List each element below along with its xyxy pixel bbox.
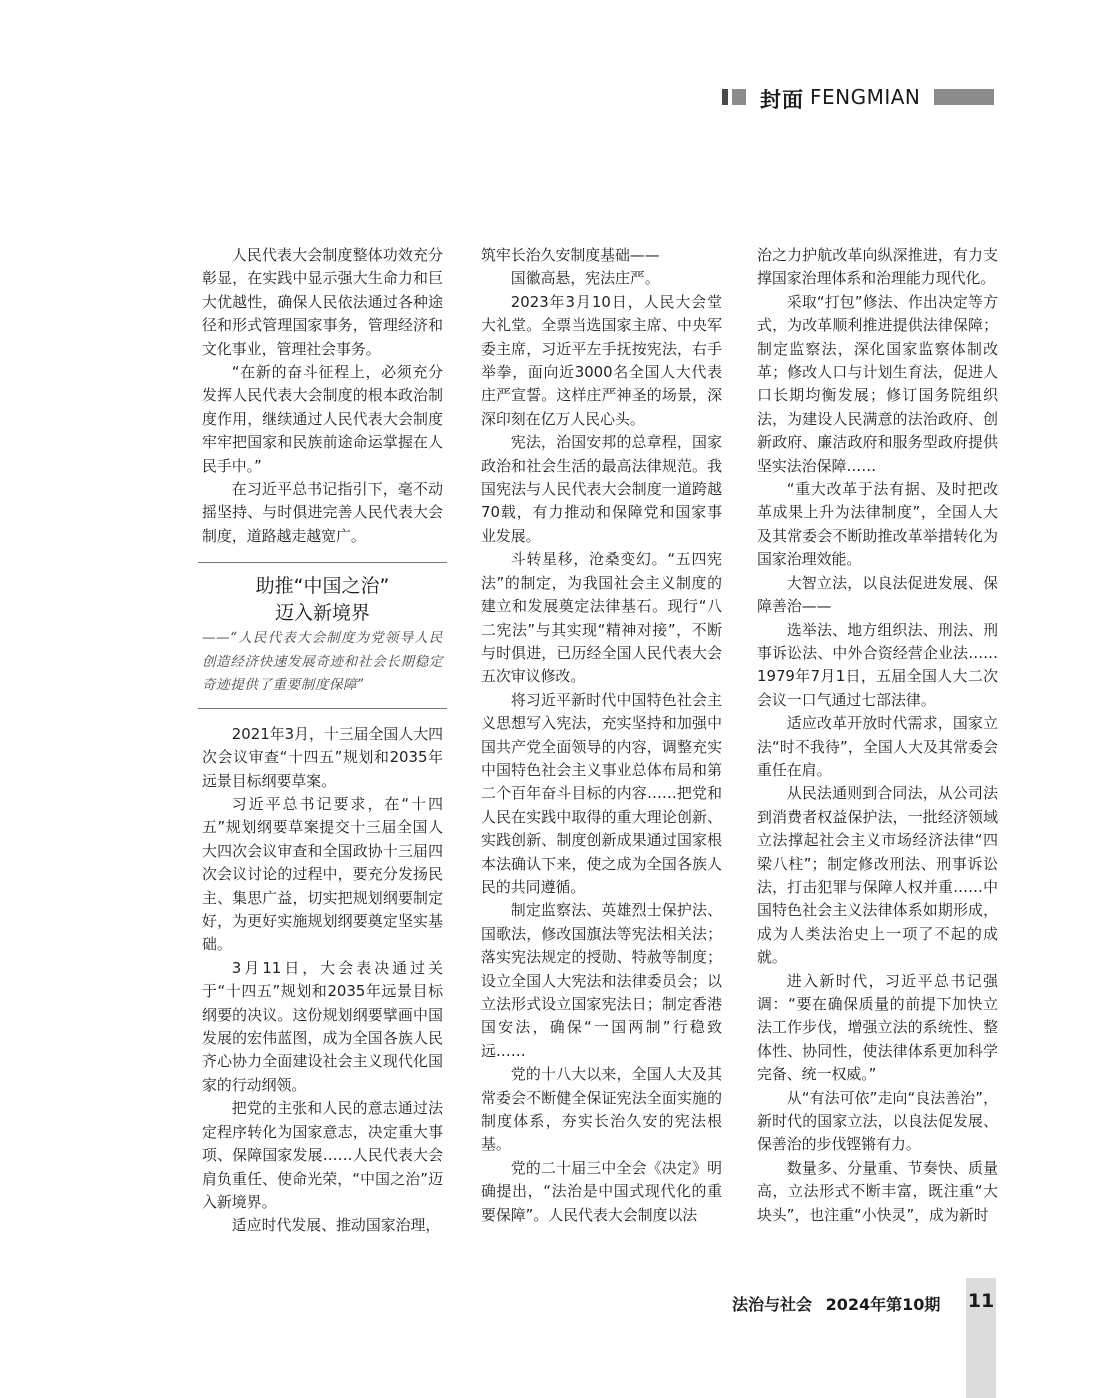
paragraph: 选举法、地方组织法、刑法、刑事诉讼法、中外合资经营企业法……1979年7月1日，五届全国人大二次会议一口气通过七部法律。 <box>757 620 998 709</box>
paragraph: 采取“打包”修法、作出决定等方式，为改革顺利推进提供法律保障；制定监察法，深化国家监察体制改革；修改人口与计划生育法，促进人口长期均衡发展；修订国务院组织法，为建设人民满意的法治政府、创新政府、廉洁政府和服务型政府提供坚实法治保障…… <box>757 292 998 475</box>
header-bar-gray <box>732 89 746 105</box>
subheading-line-2: 迈入新境界 <box>274 602 370 625</box>
paragraph: 3月11日，大会表决通过关于“十四五”规划和2035年远景目标纲要的决议。这份规划纲要擘画中国发展的宏伟蓝图，成为全国各族人民齐心协力全面建设社会主义现代化国家的行动纲领。 <box>202 958 443 1094</box>
section-header <box>722 84 994 112</box>
paragraph: 国徽高悬，宪法庄严。 <box>510 269 660 288</box>
text-column-1 <box>202 244 443 1238</box>
paragraph: 将习近平新时代中国特色社会主义思想写入宪法，充实坚持和加强中国共产党全面领导的内容，调整充实中国特色社会主义事业总体布局和第二个百年奋斗目标的内容……把党和人民在实践中取得的重大理论创新、实践创新、制度创新成果通过国家根本法确认下来，使之成为全国各族人民的共同遵循。 <box>481 690 722 896</box>
paragraph: 在习近平总书记指引下，毫不动摇坚持、与时俱进完善人民代表大会制度，道路越走越宽广。 <box>202 480 443 545</box>
subheading-line-1: 助推“中国之治” <box>255 575 390 598</box>
issue-label: 2024年第10期 <box>825 1295 941 1314</box>
paragraph: 从民法通则到合同法，从公司法到消费者权益保护法，一批经济领域立法撑起社会主义市场经济法律“四梁八柱”；制定修改刑法、刑事诉讼法，打击犯罪与保障人权并重……中国特色社会主义法律体系如期形成，成为人类法治史上一项了不起的成就。 <box>757 784 998 967</box>
text-column-3 <box>757 244 998 1227</box>
magazine-title: 法治与社会 <box>732 1295 813 1314</box>
paragraph: 制定监察法、英雄烈士保护法、国歌法，修改国旗法等宪法相关法；落实宪法规定的授勋、特赦等制度；设立全国人大宪法和法律委员会；以立法形式设立国家宪法日；制定香港国安法，确保“一国两制”行稳致远…… <box>481 901 722 1060</box>
paragraph: 进入新时代，习近平总书记强调：“要在确保质量的前提下加快立法工作步伐，增强立法的系统性、整体性、协同性，使法律体系更加科学完备、统一权威。” <box>757 971 998 1084</box>
paragraph: 大智立法，以良法促进发展、保障善治—— <box>757 573 998 616</box>
paragraph: 把党的主张和人民的意志通过法定程序转化为国家意志，决定重大事项、保障国家发展……人民代表大会肩负重任、使命光荣，“中国之治”迈入新境界。 <box>202 1099 443 1211</box>
header-bar-dark <box>722 89 728 105</box>
paragraph: 2021年3月，十三届全国人大四次会议审查“十四五”规划和2035年远景目标纲要草案。 <box>202 724 443 790</box>
paragraph: 宪法，治国安邦的总章程，国家政治和社会生活的最高法律规范。我国宪法与人民代表大会制度一道跨越70载，有力推动和保障党和国家事业发展。 <box>481 433 722 545</box>
paragraph: 适应改革开放时代需求，国家立法“时不我待”，全国人大及其常委会重任在肩。 <box>757 714 998 779</box>
page-footer <box>732 1292 940 1315</box>
section-title: 封面 <box>760 88 804 112</box>
paragraph: 2023年3月10日，人民大会堂大礼堂。全票当选国家主席、中央军委主席，习近平左手抚按宪法，右手举拳，面向近3000名全国人大代表庄严宣誓。这样庄严神圣的场景，深深印刻在亿万人民心头。 <box>481 292 722 428</box>
paragraph: 党的二十届三中全会《决定》明确提出，“法治是中国式现代化的重要保障”。人民代表大会制度以法 <box>481 1158 722 1224</box>
paragraph: 数量多、分量重、节奏快、质量高，立法形式不断丰富，既注重“大块头”，也注重“小快灵”，成为新时 <box>757 1158 998 1224</box>
paragraph: 斗转星移，沧桑变幻。“五四宪法”的制定，为我国社会主义制度的建立和发展奠定法律基石。现行“八二宪法”与其实现“精神对接”，不断与时俱进，已历经全国人民代表大会五次审议修改。 <box>481 550 722 686</box>
header-bar-right <box>934 89 994 105</box>
paragraph: 筑牢长治久安制度基础—— <box>481 246 660 264</box>
paragraph: 从“有法可依”走向“良法善治”，新时代的国家立法，以良法促发展、保善治的步伐铿锵有力。 <box>757 1088 998 1154</box>
subheading-box <box>198 562 447 709</box>
paragraph: 习近平总书记要求，在“十四五”规划纲要草案提交十三届全国人大四次会议审查和全国政协十三届四次会议讨论的过程中，要充分发扬民主、集思广益，切实把规划纲要制定好，为更好实施规划纲要奠定坚实基础。 <box>202 795 443 954</box>
paragraph: 适应时代发展、推动国家治理， <box>231 1216 441 1235</box>
subheading-quote: ——“人民代表大会制度为党领导人民创造经济快速发展奇迹和社会长期稳定奇迹提供了重要制度保障” <box>202 630 443 694</box>
text-column-2 <box>481 244 722 1227</box>
paragraph: “在新的奋斗征程上，必须充分发挥人民代表大会制度的根本政治制度作用，继续通过人民代表大会制度牢牢把国家和民族前途命运掌握在人民手中。” <box>202 363 443 475</box>
page-number: 11 <box>967 1290 995 1312</box>
section-title-pinyin: FENGMIAN <box>810 85 921 109</box>
paragraph: 人民代表大会制度整体功效充分彰显，在实践中显示强大生命力和巨大优越性，确保人民依法通过各种途径和形式管理国家事务，管理经济和文化事业，管理社会事务。 <box>202 246 443 358</box>
paragraph: “重大改革于法有据、及时把改革成果上升为法律制度”，全国人大及其常委会不断助推改革举措转化为国家治理效能。 <box>757 480 998 569</box>
paragraph: 党的十八大以来，全国人大及其常委会不断健全保证宪法全面实施的制度体系，夯实长治久安的宪法根基。 <box>481 1065 722 1154</box>
paragraph: 治之力护航改革向纵深推进，有力支撑国家治理体系和治理能力现代化。 <box>757 246 998 288</box>
